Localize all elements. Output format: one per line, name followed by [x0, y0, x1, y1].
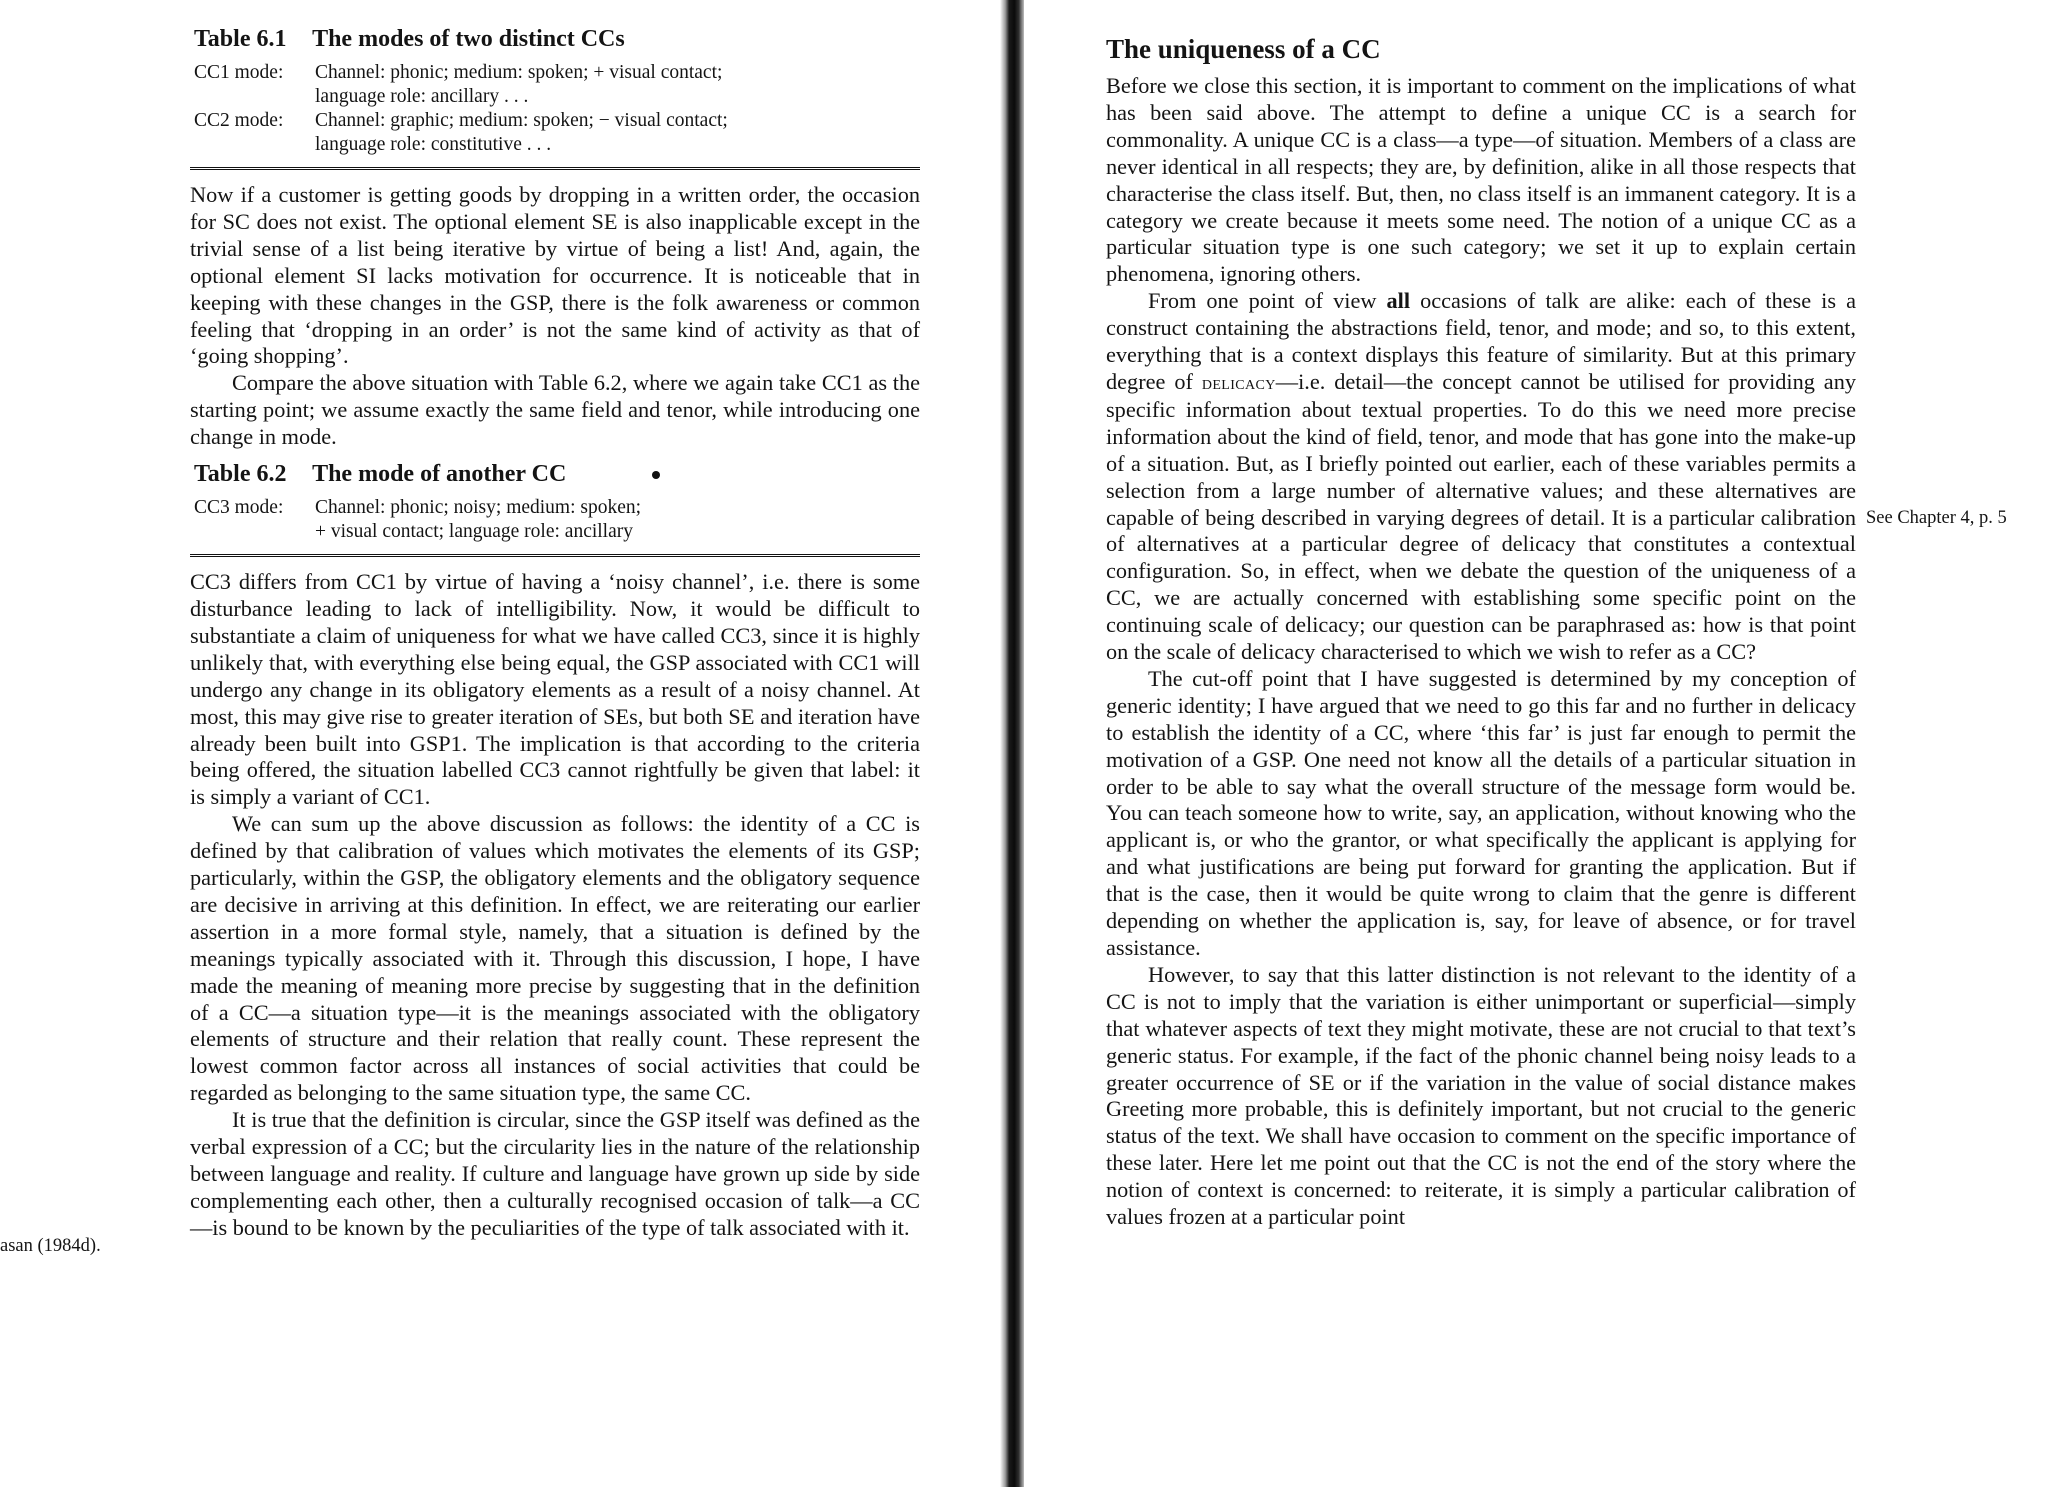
section-title: The uniqueness of a CC [1106, 34, 1381, 64]
paragraph: CC3 differs from CC1 by virtue of having a ‘noisy channel’, i.e. there is some disturbance leading to lack of intelligibility. Now, it would be difficult to substantiate a claim of uniqueness for what we have called CC3, since it is highly unlikely that, with everything else being equal, the GSP associated with CC1 will undergo any change in its obligatory elements as a result of a noisy channel. At most, this may give rise to greater iteration of SEs, but both SE and iteration have already been built into GSP1. The implication is that according to the criteria being offered, the situation labelled CC3 cannot rightfully be given that label: it is simply a variant of CC1. [190, 569, 920, 810]
mode-label: CC2 mode: [194, 110, 284, 131]
table-6-2-title [194, 461, 920, 488]
mode-line: + visual contact; language role: ancillary [315, 521, 633, 543]
paragraph: However, to say that this latter distinction is not relevant to the identity of a CC is not to imply that the variation is either unimportant or superficial—simply that whatever aspects of text they might motivate, these are not crucial to that text’s generic status. For example, if the fact of the phonic channel being noisy leads to a greater occurrence of SE or if the variation in the value of social distance makes Greeting more probable, this is definitely important, but not crucial to the generic status of the text. We shall have occasion to comment on the specific importance of these later. Here let me point out that the CC is not the end of the story where the notion of context is concerned: to reiterate, it is simply a particular calibration of values frozen at a particular point [1106, 961, 1856, 1230]
right-page-text [1106, 34, 1856, 1231]
margin-reference-note: See Chapter 4, p. 5 [1866, 508, 2007, 528]
table-6-2-number: Table 6.2 [194, 461, 287, 488]
table-rule [190, 554, 920, 557]
table-6-1-title [194, 26, 920, 53]
paragraph: It is true that the definition is circular, since the GSP itself was defined as the verbal expression of a CC; but the circularity lies in the nature of the relationship between language and reality. If culture and language have grown up side by side complementing each other, then a culturally recognised occasion of talk—a CC—is bound to be known by the peculiarities of the type of talk associated with it. [190, 1107, 920, 1240]
paragraph [1106, 288, 1856, 666]
table-6-2-caption: The mode of another CC [312, 461, 567, 488]
right-page [1024, 0, 2048, 1487]
paragraph: Now if a customer is getting goods by dropping in a written order, the occasion for SC does not exist. The optional element SE is also inapplicable except in the trivial sense of a list being iterative by virtue of being a list! And, again, the optional element SI lacks motivation for occurrence. It is noticeable that in keeping with these changes in the GSP, there is the folk awareness or common feeling that ‘dropping in an order’ is not the same kind of activity as that of ‘going shopping’. [190, 182, 920, 369]
text-run: From one point of view [1148, 288, 1387, 314]
mode-body [315, 496, 920, 544]
left-page [0, 0, 1000, 1487]
text-run: —i.e. detail—the concept cannot be utilised for providing any specific information about textual properties. To do this we need more precise information about the kind of field, tenor, and mode that has gone into the make-up of a situation. But, as I briefly pointed out earlier, each of these variables permits a selection from a large number of alternative values; and these alternatives are capable of being described in varying degrees of detail. It is a particular calibration of alternatives at a particular degree of delicacy that constitutes a contextual configuration. So, in effect, when we debate the question of the uniqueness of a CC, we are actually concerned with establishing some specific point on the continuing scale of delicacy; our question can be paraphrased as: how is that point on the scale of delicacy characterised to which we wish to refer as a CC? [1106, 368, 1857, 665]
table-6-1-number: Table 6.1 [194, 26, 287, 52]
text-run: occasions of talk are alike: each of these is a construct containing the abstractions field, tenor, and mode; and so, to this extent, everything that is a context displays this feature of similarity. But at this primary degree of [1106, 288, 1856, 394]
paragraph: The cut-off point that I have suggested is determined by my conception of generic identity; I have argued that we need to go this far and no further in delicacy to establish the identity of a CC, where ‘this far’ is just far enough to permit the motivation of a GSP. One need not know all the details of a particular situation in order to be able to say what the overall structure of the message form would be. You can teach someone how to write, say, an application, without knowing who the applicant is, or who the grantor, or what specifically the applicant is applying for and what justifications are being put forward for granting the application. But if that is the case, then it would be quite wrong to claim that the genre is different depending on whether the application is, say, for leave of absence, or for travel assistance. [1106, 665, 1856, 960]
left-page-text [190, 26, 920, 1242]
book-gutter [1000, 0, 1024, 1487]
table-6-2-row-cc3 [194, 496, 920, 544]
mode-line: Channel: phonic; noisy; medium: spoken; [315, 497, 642, 519]
table-6-1-row-cc1 [194, 61, 920, 109]
table-rule [190, 167, 920, 170]
mode-body [315, 109, 920, 157]
margin-reference-note: asan (1984d). [0, 1236, 101, 1256]
paragraph: Before we close this section, it is important to comment on the implications of what has been said above. The attempt to define a unique CC is a search for commonality. A unique CC is a class—a type—of situation. Members of a class are never identical in all respects; they are, by definition, alike in all those respects that characterise the class itself. But, then, no class itself is an immanent category. It is a category we create because it meets some need. The notion of a unique CC as a particular situation type is one such category; we set it up to explain certain phenomena, ignoring others. [1106, 73, 1856, 287]
bold-word: all [1386, 288, 1411, 314]
mode-body [315, 61, 920, 109]
ink-dot [652, 471, 660, 479]
small-caps-term: delicacy [1201, 371, 1276, 394]
mode-label: CC1 mode: [194, 62, 284, 83]
paragraph: We can sum up the above discussion as follows: the identity of a CC is defined by that calibration of values which motivates the elements of its GSP; particularly, within the GSP, the obligatory elements and the obligatory sequence are decisive in arriving at this definition. In effect, we are reiterating our earlier assertion in a more formal style, namely, that a situation is defined by the meanings typically associated with it. Through this discussion, I hope, I have made the meaning of meaning more precise by suggesting that in the definition of a CC—a situation type—it is the meanings associated with the obligatory elements of structure and their relation that really count. These represent the lowest common factor across all instances of social activities that could be regarded as belonging to the same situation type, the same CC. [190, 811, 920, 1106]
mode-line: language role: ancillary . . . [315, 86, 529, 107]
mode-line: language role: constitutive . . . [315, 134, 552, 155]
mode-line: Channel: phonic; medium: spoken; + visual contact; [315, 62, 723, 83]
mode-label: CC3 mode: [194, 497, 284, 519]
paragraph: Compare the above situation with Table 6.2, where we again take CC1 as the starting point; we assume exactly the same field and tenor, while introducing one change in mode. [190, 370, 920, 450]
table-6-1-row-cc2 [194, 109, 920, 157]
mode-line: Channel: graphic; medium: spoken; − visual contact; [315, 110, 728, 131]
table-6-1-caption: The modes of two distinct CCs [312, 26, 625, 52]
